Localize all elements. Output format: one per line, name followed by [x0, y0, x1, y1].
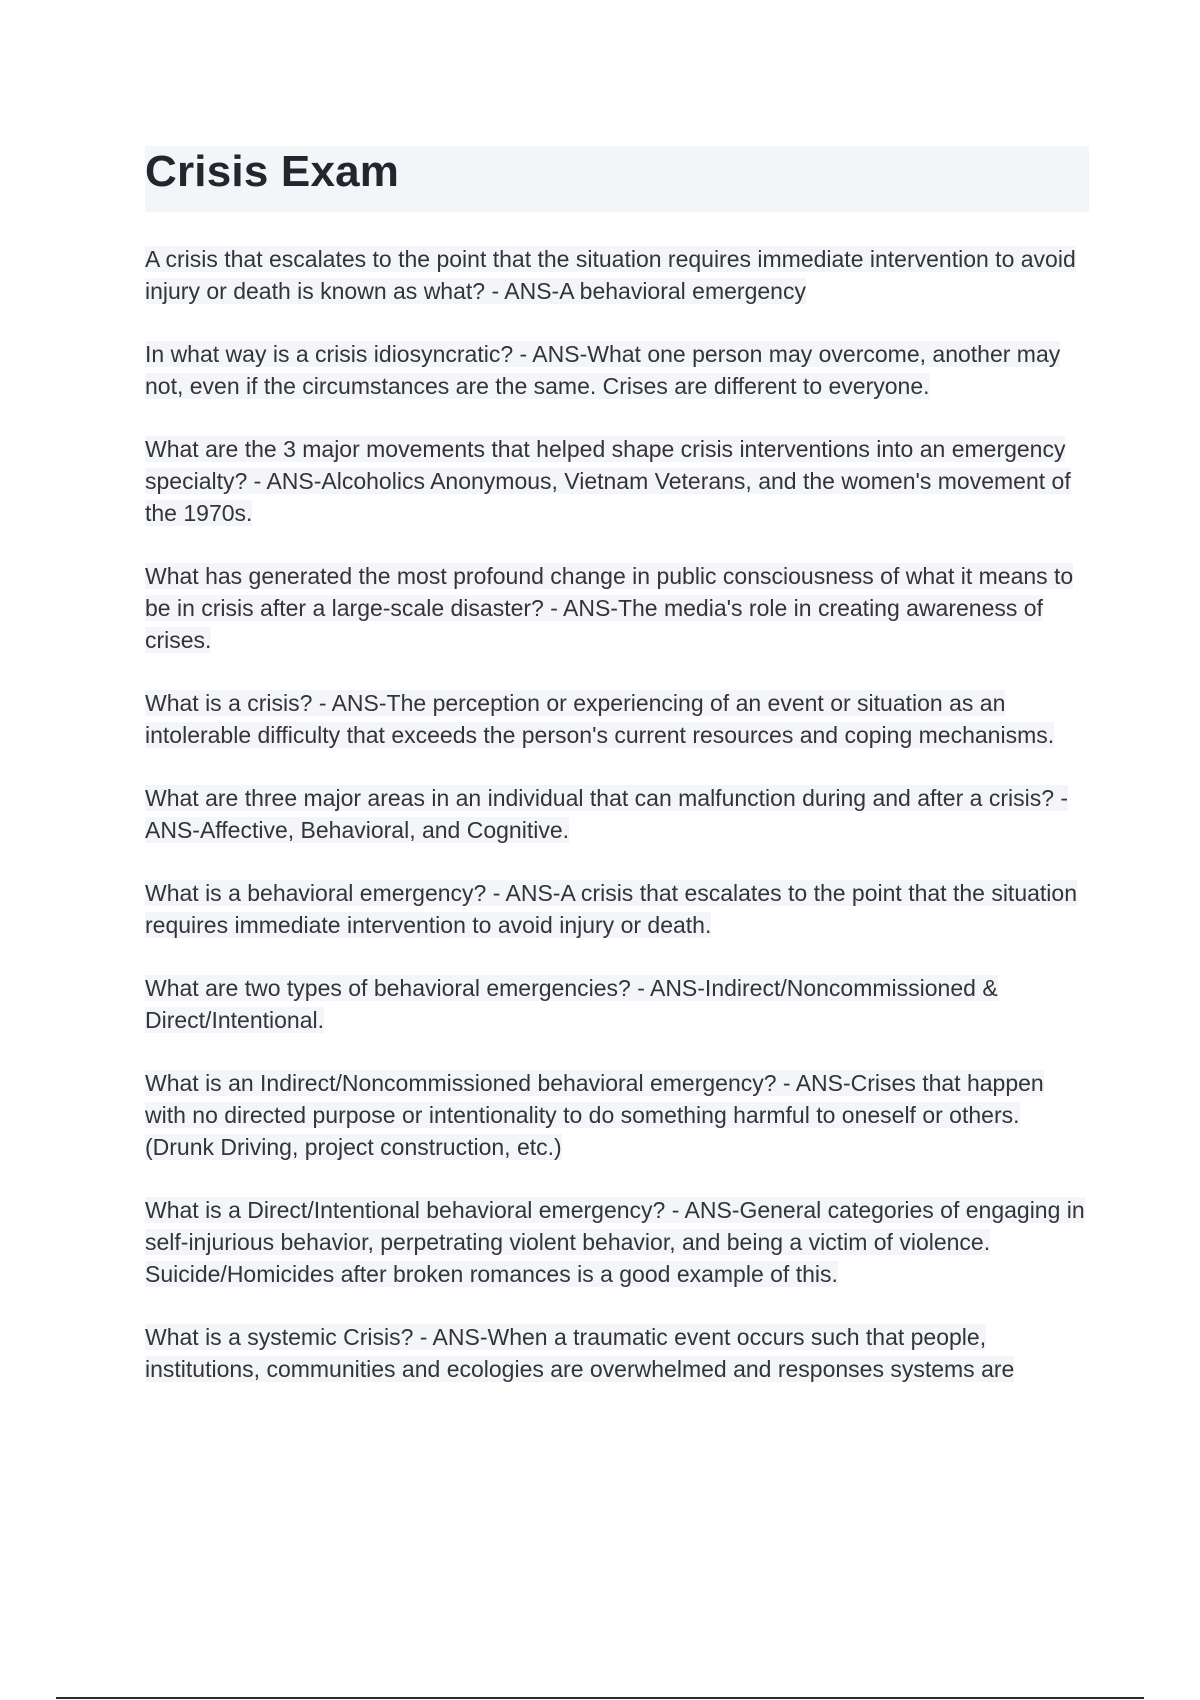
qa-list — [145, 243, 1090, 1416]
qa-item: What are the 3 major movements that helped shape crisis interventions into an emergency specialty? - ANS-Alcoholics Anonymous, Vietnam Veterans, and the women's movement of the 1970s. — [145, 436, 1071, 526]
qa-item: What has generated the most profound change in public consciousness of what it means to be in crisis after a large-scale disaster? - ANS-The media's role in creating awareness of crises. — [145, 563, 1074, 653]
qa-item: What is an Indirect/Noncommissioned behavioral emergency? - ANS-Crises that happen with no directed purpose or intentionality to do something harmful to oneself or others. (Drunk Driving, project construction, etc.) — [145, 1070, 1044, 1160]
qa-item: In what way is a crisis idiosyncratic? - ANS-What one person may overcome, another may not, even if the circumstances are the same. Crises are different to everyone. — [145, 341, 1061, 399]
footer-divider — [56, 1697, 1144, 1699]
page-title: Crisis Exam — [145, 147, 400, 196]
qa-item: What is a Direct/Intentional behavioral emergency? - ANS-General categories of engaging in self-injurious behavior, perpetrating violent behavior, and being a victim of violence. Suicide/Homicides after broken romances is a good example of this. — [145, 1197, 1085, 1287]
qa-item: What is a crisis? - ANS-The perception or experiencing of an event or situation as an intolerable difficulty that exceeds the person's current resources and coping mechanisms. — [145, 690, 1055, 748]
qa-item: What are two types of behavioral emergencies? - ANS-Indirect/Noncommissioned & Direct/Intentional. — [145, 975, 998, 1033]
qa-item: A crisis that escalates to the point that the situation requires immediate intervention to avoid injury or death is known as what? - ANS-A behavioral emergency — [145, 246, 1076, 304]
qa-item: What is a systemic Crisis? - ANS-When a traumatic event occurs such that people, institutions, communities and ecologies are overwhelmed and responses systems are — [145, 1324, 1015, 1382]
qa-item: What are three major areas in an individual that can malfunction during and after a crisis? - ANS-Affective, Behavioral, and Cognitive. — [145, 785, 1069, 843]
qa-item: What is a behavioral emergency? - ANS-A crisis that escalates to the point that the situation requires immediate intervention to avoid injury or death. — [145, 880, 1077, 938]
